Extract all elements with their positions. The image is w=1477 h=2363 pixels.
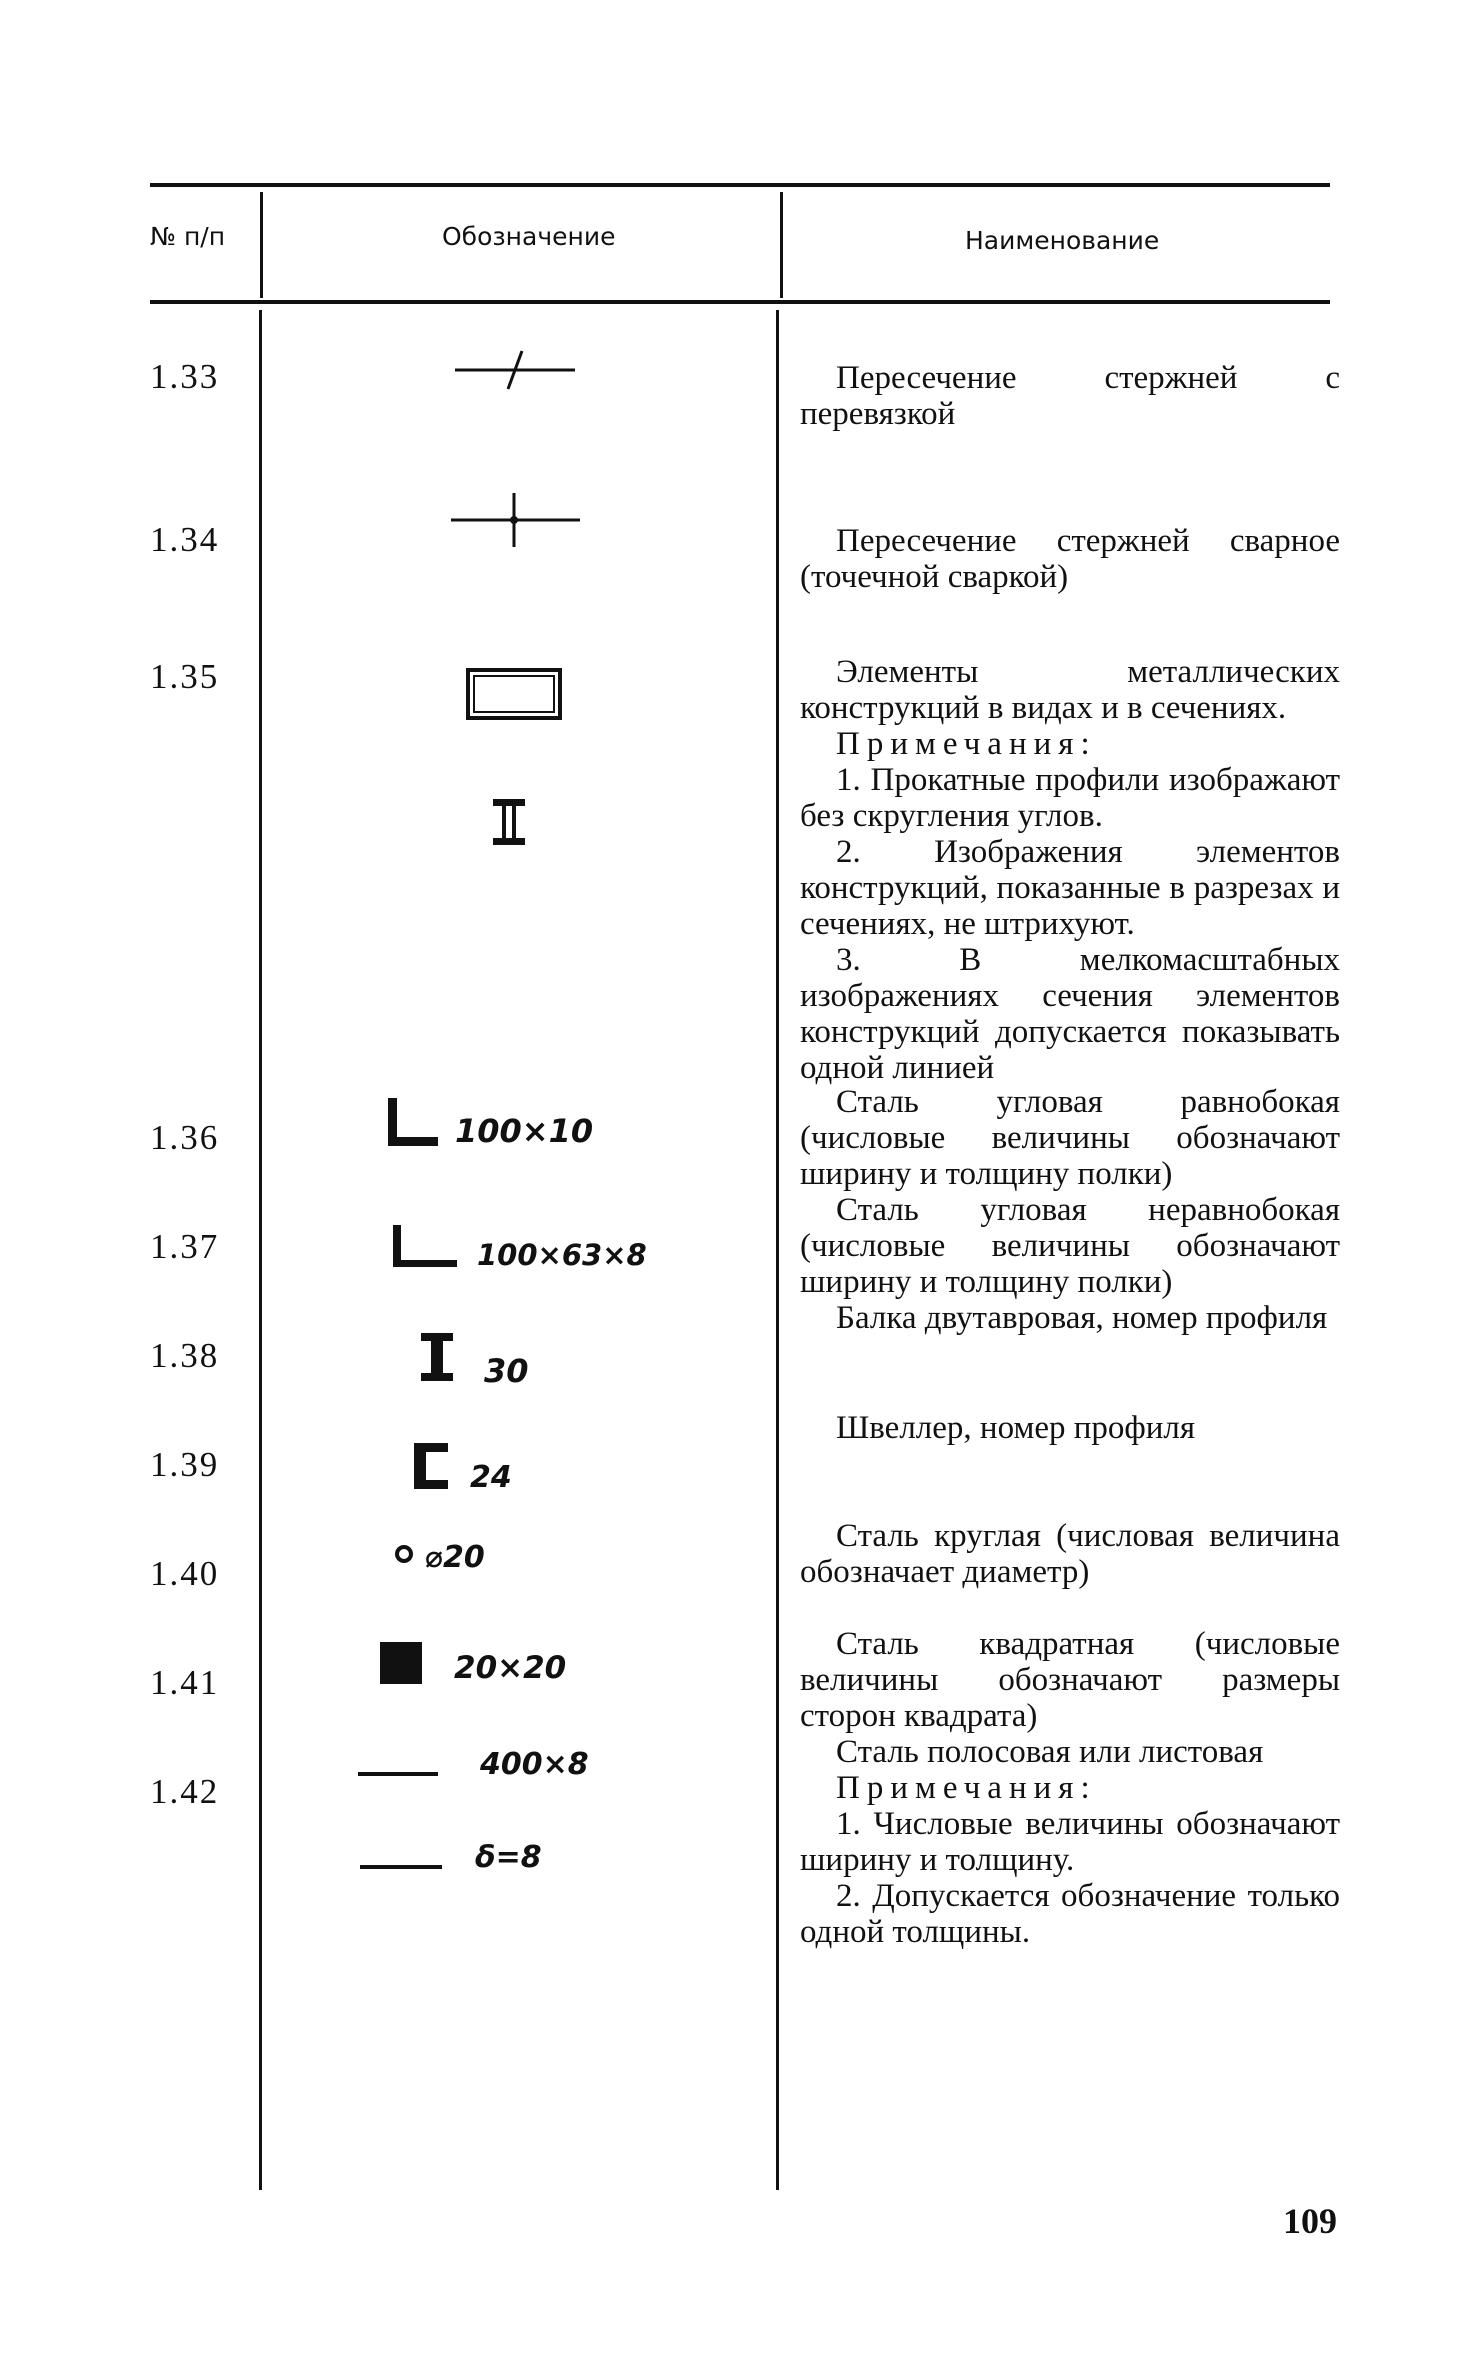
row-number-1-33: 1.33 bbox=[150, 357, 220, 396]
flat-bar-label-width-thickness: 400×8 bbox=[480, 1747, 589, 1782]
equal-angle-icon bbox=[385, 1095, 440, 1150]
row-desc-1-35: Элементы металлических конструкций в видах и в сечениях. Примечания: 1. Прокатные профили изображают без скругления углов. 2. Изображения элементов конструкций, показанные в разрезах и сечениях, не штрихуют. 3. В мелкомасштабных изображениях сечения элементов конструкций допускается показывать одной линией bbox=[800, 654, 1340, 1086]
row-desc-1-33: Пересечение стержней с перевязкой bbox=[800, 360, 1340, 432]
header-name: Наименование bbox=[965, 226, 1160, 255]
notes-heading-2: Примечания: bbox=[836, 1770, 1097, 1806]
column-divider-right-header bbox=[780, 192, 783, 298]
row-desc-1-36: Сталь угловая равнобокая (числовые величины обозначают ширину и толщину полки) bbox=[800, 1084, 1340, 1192]
bar-crossing-tied-icon bbox=[450, 345, 580, 395]
round-bar-icon bbox=[392, 1542, 416, 1566]
notes-heading: Примечания: bbox=[836, 726, 1097, 762]
row-desc-1-34: Пересечение стержней сварное (точечной сваркой) bbox=[800, 523, 1340, 595]
row-desc-1-41: Сталь квадратная (числовые величины обозначают размеры сторон квадрата) bbox=[800, 1626, 1340, 1734]
i-beam-icon bbox=[417, 1330, 457, 1384]
row-desc-1-39: Швеллер, номер профиля bbox=[836, 1410, 1196, 1446]
i-beam-section-icon bbox=[489, 796, 529, 848]
equal-angle-label: 100×10 bbox=[455, 1112, 594, 1150]
column-divider-left-header bbox=[260, 192, 263, 298]
channel-icon bbox=[410, 1440, 452, 1492]
flat-bar-line-lower bbox=[360, 1865, 442, 1869]
row-number-1-38: 1.38 bbox=[150, 1336, 220, 1375]
row-number-1-36: 1.36 bbox=[150, 1118, 220, 1157]
bar-crossing-welded-icon bbox=[448, 490, 583, 550]
row-desc-1-40: Сталь круглая (числовая величина обозначает диаметр) bbox=[800, 1518, 1340, 1590]
column-divider-right bbox=[776, 310, 779, 2190]
row-number-1-34: 1.34 bbox=[150, 520, 220, 559]
table-top-rule bbox=[150, 183, 1330, 187]
header-number: № п/п bbox=[150, 222, 226, 251]
unequal-angle-icon bbox=[390, 1222, 460, 1272]
row-desc-1-38: Балка двутавровая, номер профиля bbox=[836, 1300, 1328, 1336]
channel-label: 24 bbox=[470, 1460, 512, 1495]
page-number: 109 bbox=[1283, 2201, 1337, 2241]
row-number-1-37: 1.37 bbox=[150, 1227, 220, 1266]
unequal-angle-label: 100×63×8 bbox=[477, 1238, 647, 1272]
row-desc-1-37: Сталь угловая неравнобокая (числовые величины обозначают ширину и толщину полки) bbox=[800, 1192, 1340, 1300]
header-bottom-rule bbox=[150, 300, 1330, 304]
row-number-1-39: 1.39 bbox=[150, 1445, 220, 1484]
row-desc-1-42: Сталь полосовая или листовая Примечания: 1. Числовые величины обозначают ширину и толщину. 2. Допускается обозначение только одной толщины. bbox=[800, 1734, 1340, 1950]
square-bar-label: 20×20 bbox=[454, 1650, 567, 1686]
row-number-1-41: 1.41 bbox=[150, 1663, 220, 1702]
round-bar-label: ⌀20 bbox=[425, 1540, 485, 1575]
hollow-rectangle-section-icon bbox=[466, 668, 562, 720]
square-bar-icon bbox=[378, 1640, 424, 1686]
row-number-1-35: 1.35 bbox=[150, 657, 220, 696]
row-number-1-40: 1.40 bbox=[150, 1554, 220, 1593]
header-symbol: Обозначение bbox=[442, 222, 616, 251]
flat-bar-label-thickness: δ=8 bbox=[475, 1840, 542, 1875]
i-beam-label: 30 bbox=[484, 1352, 529, 1390]
flat-bar-line-upper bbox=[358, 1772, 438, 1776]
row-number-1-42: 1.42 bbox=[150, 1772, 220, 1811]
